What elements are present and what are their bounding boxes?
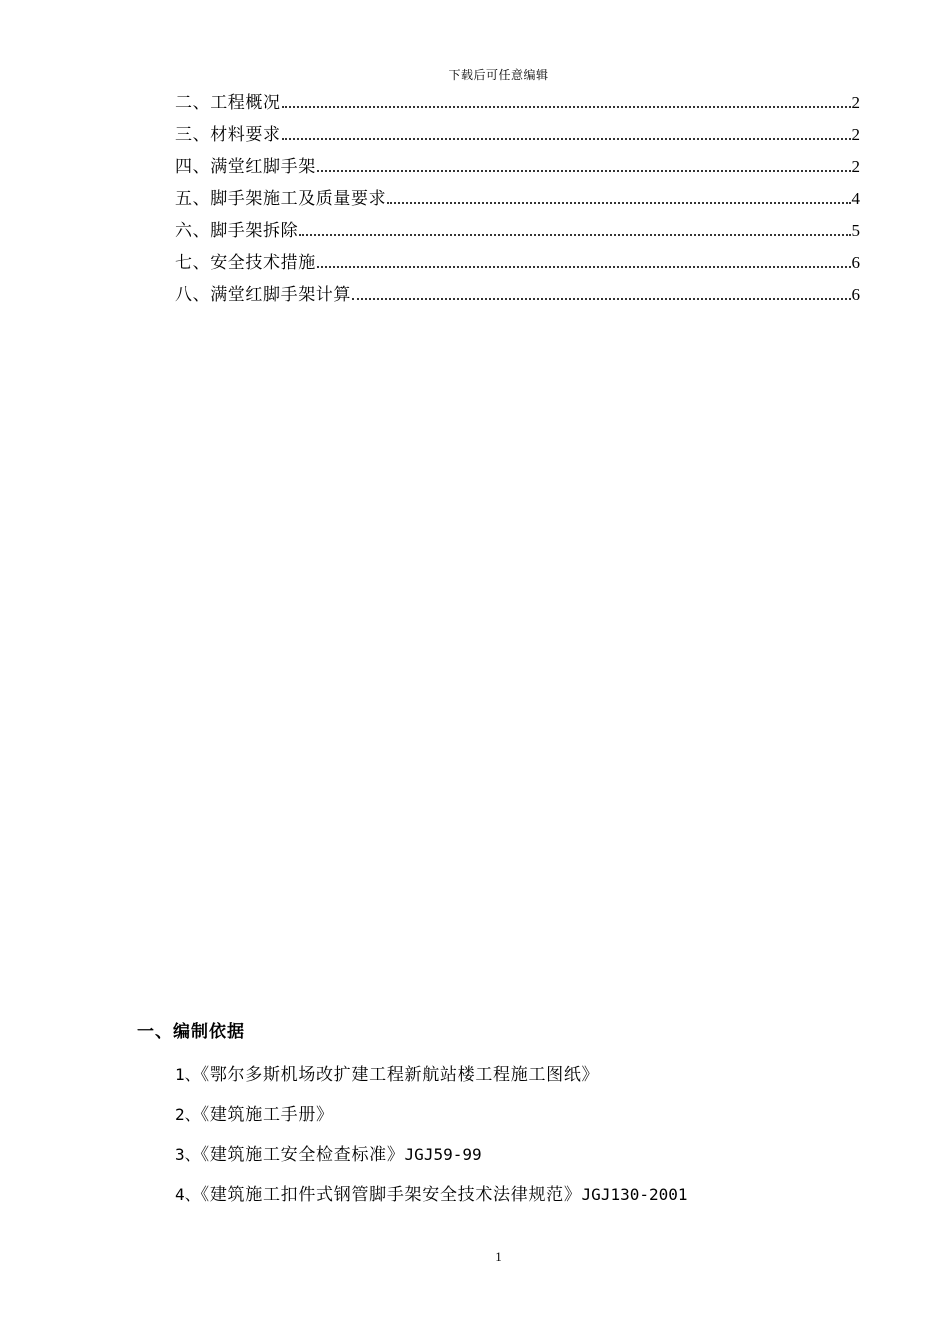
- toc-entry-page: 2: [851, 125, 860, 144]
- reference-title: 《建筑施工安全检查标准》: [200, 1145, 405, 1165]
- toc-entry-material-requirements[interactable]: [175, 122, 860, 154]
- toc-leader-dots: [317, 170, 851, 172]
- reference-number: 3、: [175, 1145, 201, 1164]
- toc-entry-label: 四、满堂红脚手架: [175, 157, 316, 177]
- section-heading: 一、编制依据: [137, 1022, 245, 1042]
- toc-leader-dots: [352, 298, 851, 300]
- toc-entry-page: 6: [851, 253, 860, 272]
- toc-entry-label: 三、材料要求: [175, 125, 281, 145]
- reference-code: JGJ130-2001: [581, 1185, 688, 1204]
- toc-leader-dots: [387, 202, 850, 204]
- toc-entry-page: 2: [851, 157, 860, 176]
- toc-entry-project-overview[interactable]: [175, 90, 860, 122]
- reference-code: JGJ59-99: [404, 1145, 482, 1164]
- reference-number: 2、: [175, 1105, 201, 1124]
- reference-item: [175, 1062, 875, 1102]
- reference-list: [175, 1062, 875, 1222]
- toc-entry-label: 五、脚手架施工及质量要求: [175, 189, 387, 209]
- toc-entry-label: 七、安全技术措施: [175, 253, 316, 273]
- toc-entry-label: 八、满堂红脚手架计算: [175, 285, 351, 305]
- toc-entry-full-scaffold[interactable]: [175, 154, 860, 186]
- toc-entry-scaffold-calculation[interactable]: [175, 282, 860, 314]
- reference-item: [175, 1142, 875, 1182]
- header-note: 下载后可任意编辑: [448, 68, 549, 82]
- toc-entry-label: 六、脚手架拆除: [175, 221, 299, 241]
- reference-title: 《建筑施工手册》: [200, 1105, 334, 1125]
- reference-number: 1、: [175, 1065, 201, 1084]
- reference-item: [175, 1102, 875, 1142]
- reference-number: 4、: [175, 1185, 201, 1204]
- reference-title: 《鄂尔多斯机场改扩建工程新航站楼工程施工图纸》: [200, 1065, 600, 1085]
- toc-entry-scaffold-dismantling[interactable]: [175, 218, 860, 250]
- toc-leader-dots: [282, 106, 851, 108]
- table-of-contents: [175, 90, 860, 314]
- toc-entry-page: 6: [851, 285, 860, 304]
- page-number: 1: [495, 1249, 502, 1264]
- toc-entry-safety-measures[interactable]: [175, 250, 860, 282]
- toc-entry-label: 二、工程概况: [175, 93, 281, 113]
- toc-entry-scaffold-construction[interactable]: [175, 186, 860, 218]
- toc-entry-page: 2: [851, 93, 860, 112]
- toc-leader-dots: [282, 138, 851, 140]
- reference-title: 《建筑施工扣件式钢管脚手架安全技术法律规范》: [200, 1185, 582, 1205]
- toc-leader-dots: [317, 266, 851, 268]
- toc-entry-page: 4: [851, 189, 860, 208]
- toc-entry-page: 5: [851, 221, 860, 240]
- toc-leader-dots: [299, 234, 850, 236]
- reference-item: [175, 1182, 875, 1222]
